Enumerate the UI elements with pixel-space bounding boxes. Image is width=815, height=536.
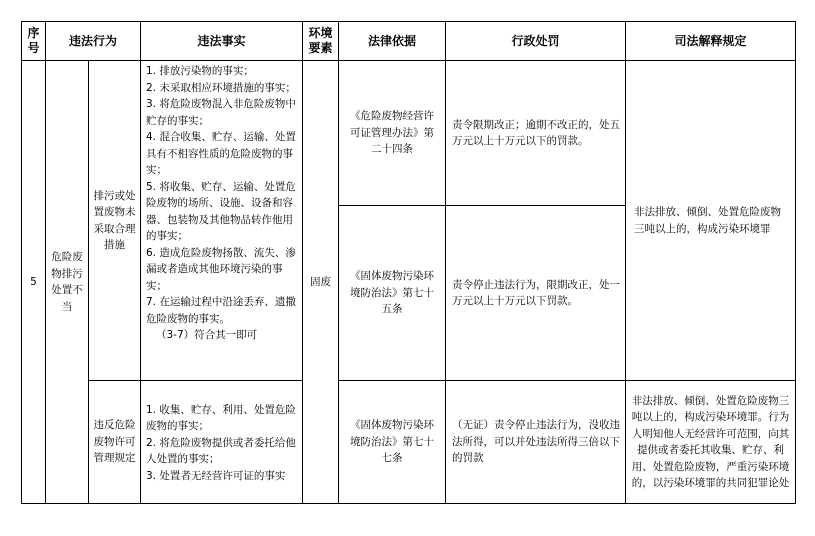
- fact-item: 5. 将收集、贮存、运输、处置危险废物的场所、设施、设备和容器、包装物及其他物品转作他用的事实；: [146, 180, 296, 242]
- header-law: 法律依据: [339, 22, 446, 61]
- header-seq: 序号: [22, 22, 46, 61]
- seq-cell: 5: [22, 61, 46, 504]
- law-basis-2: 《固体废物污染环境防治法》第七十五条: [350, 270, 434, 316]
- facts-cell-1: [141, 61, 303, 381]
- penalty-3: （无证）责令停止违法行为，没收违法所得，可以并处违法所得三倍以下的罚款: [452, 419, 620, 465]
- header-env: 环境要素: [303, 22, 339, 61]
- sub-behavior-2: 违反危险废物许可管理规定: [93, 419, 136, 465]
- category-cell: 危险废物排污处置不当: [51, 251, 83, 313]
- table-row: [22, 61, 796, 206]
- fact-item: 2. 将危险废物提供或者委托给他人处置的事实；: [146, 436, 296, 466]
- header-behavior: 违法行为: [46, 22, 141, 61]
- fact-item: 3. 处置者无经营许可证的事实: [146, 469, 286, 482]
- header-facts: 违法事实: [141, 22, 303, 61]
- header-judicial: 司法解释规定: [626, 22, 796, 61]
- header-row: [22, 22, 796, 61]
- law-basis-1: 《危险废物经营许可证管理办法》第二十四条: [350, 110, 434, 156]
- sub-behavior-1: 排污或处置废物未采取合理措施: [93, 189, 136, 251]
- fact-item: 1. 收集、贮存、利用、处置危险废物的事实；: [146, 403, 296, 433]
- fact-item: 2. 未采取相应环境措施的事实；: [146, 81, 296, 94]
- facts-cell-2: [141, 381, 303, 504]
- fact-item: 7. 在运输过程中沿途丢弃、遗撒危险废物的事实。: [146, 296, 296, 325]
- header-penalty: 行政处罚: [446, 22, 626, 61]
- violation-table: [21, 21, 796, 504]
- fact-item: 1. 排放污染物的事实；: [146, 65, 254, 77]
- env-cell: 固废: [303, 61, 339, 504]
- fact-item: 6. 造成危险废物扬散、流失、渗漏或者造成其他环境污染的事实；: [146, 246, 296, 292]
- fact-item: 4. 混合收集、贮存、运输、处置具有不相容性质的危险废物的事实；: [146, 131, 296, 176]
- judicial-1: 非法排放、倾倒、处置危险废物三吨以上的，构成污染环境罪: [634, 206, 781, 235]
- judicial-2: 非法排放、倾倒、处置危险废物三吨以上的，构成污染环境罪。行为人明知他人无经营许可范围，向其提供或者委托其收集、贮存、利用、处置危险废物，严重污染环境的，以污染环境罪的共同犯罪论处: [631, 394, 790, 489]
- facts-note: （3-7）符合其一即可: [156, 329, 258, 341]
- table-row: [22, 381, 796, 504]
- penalty-1: 责令限期改正；逾期不改正的，处五万元以上十万元以下的罚款。: [452, 118, 620, 147]
- fact-item: 3. 将危险废物混入非危险废物中贮存的事实；: [146, 98, 296, 127]
- law-basis-3: 《固体废物污染环境防治法》第七十七条: [350, 419, 434, 465]
- penalty-2: 责令停止违法行为，限期改正，处一万元以上十万元以下罚款。: [452, 278, 620, 307]
